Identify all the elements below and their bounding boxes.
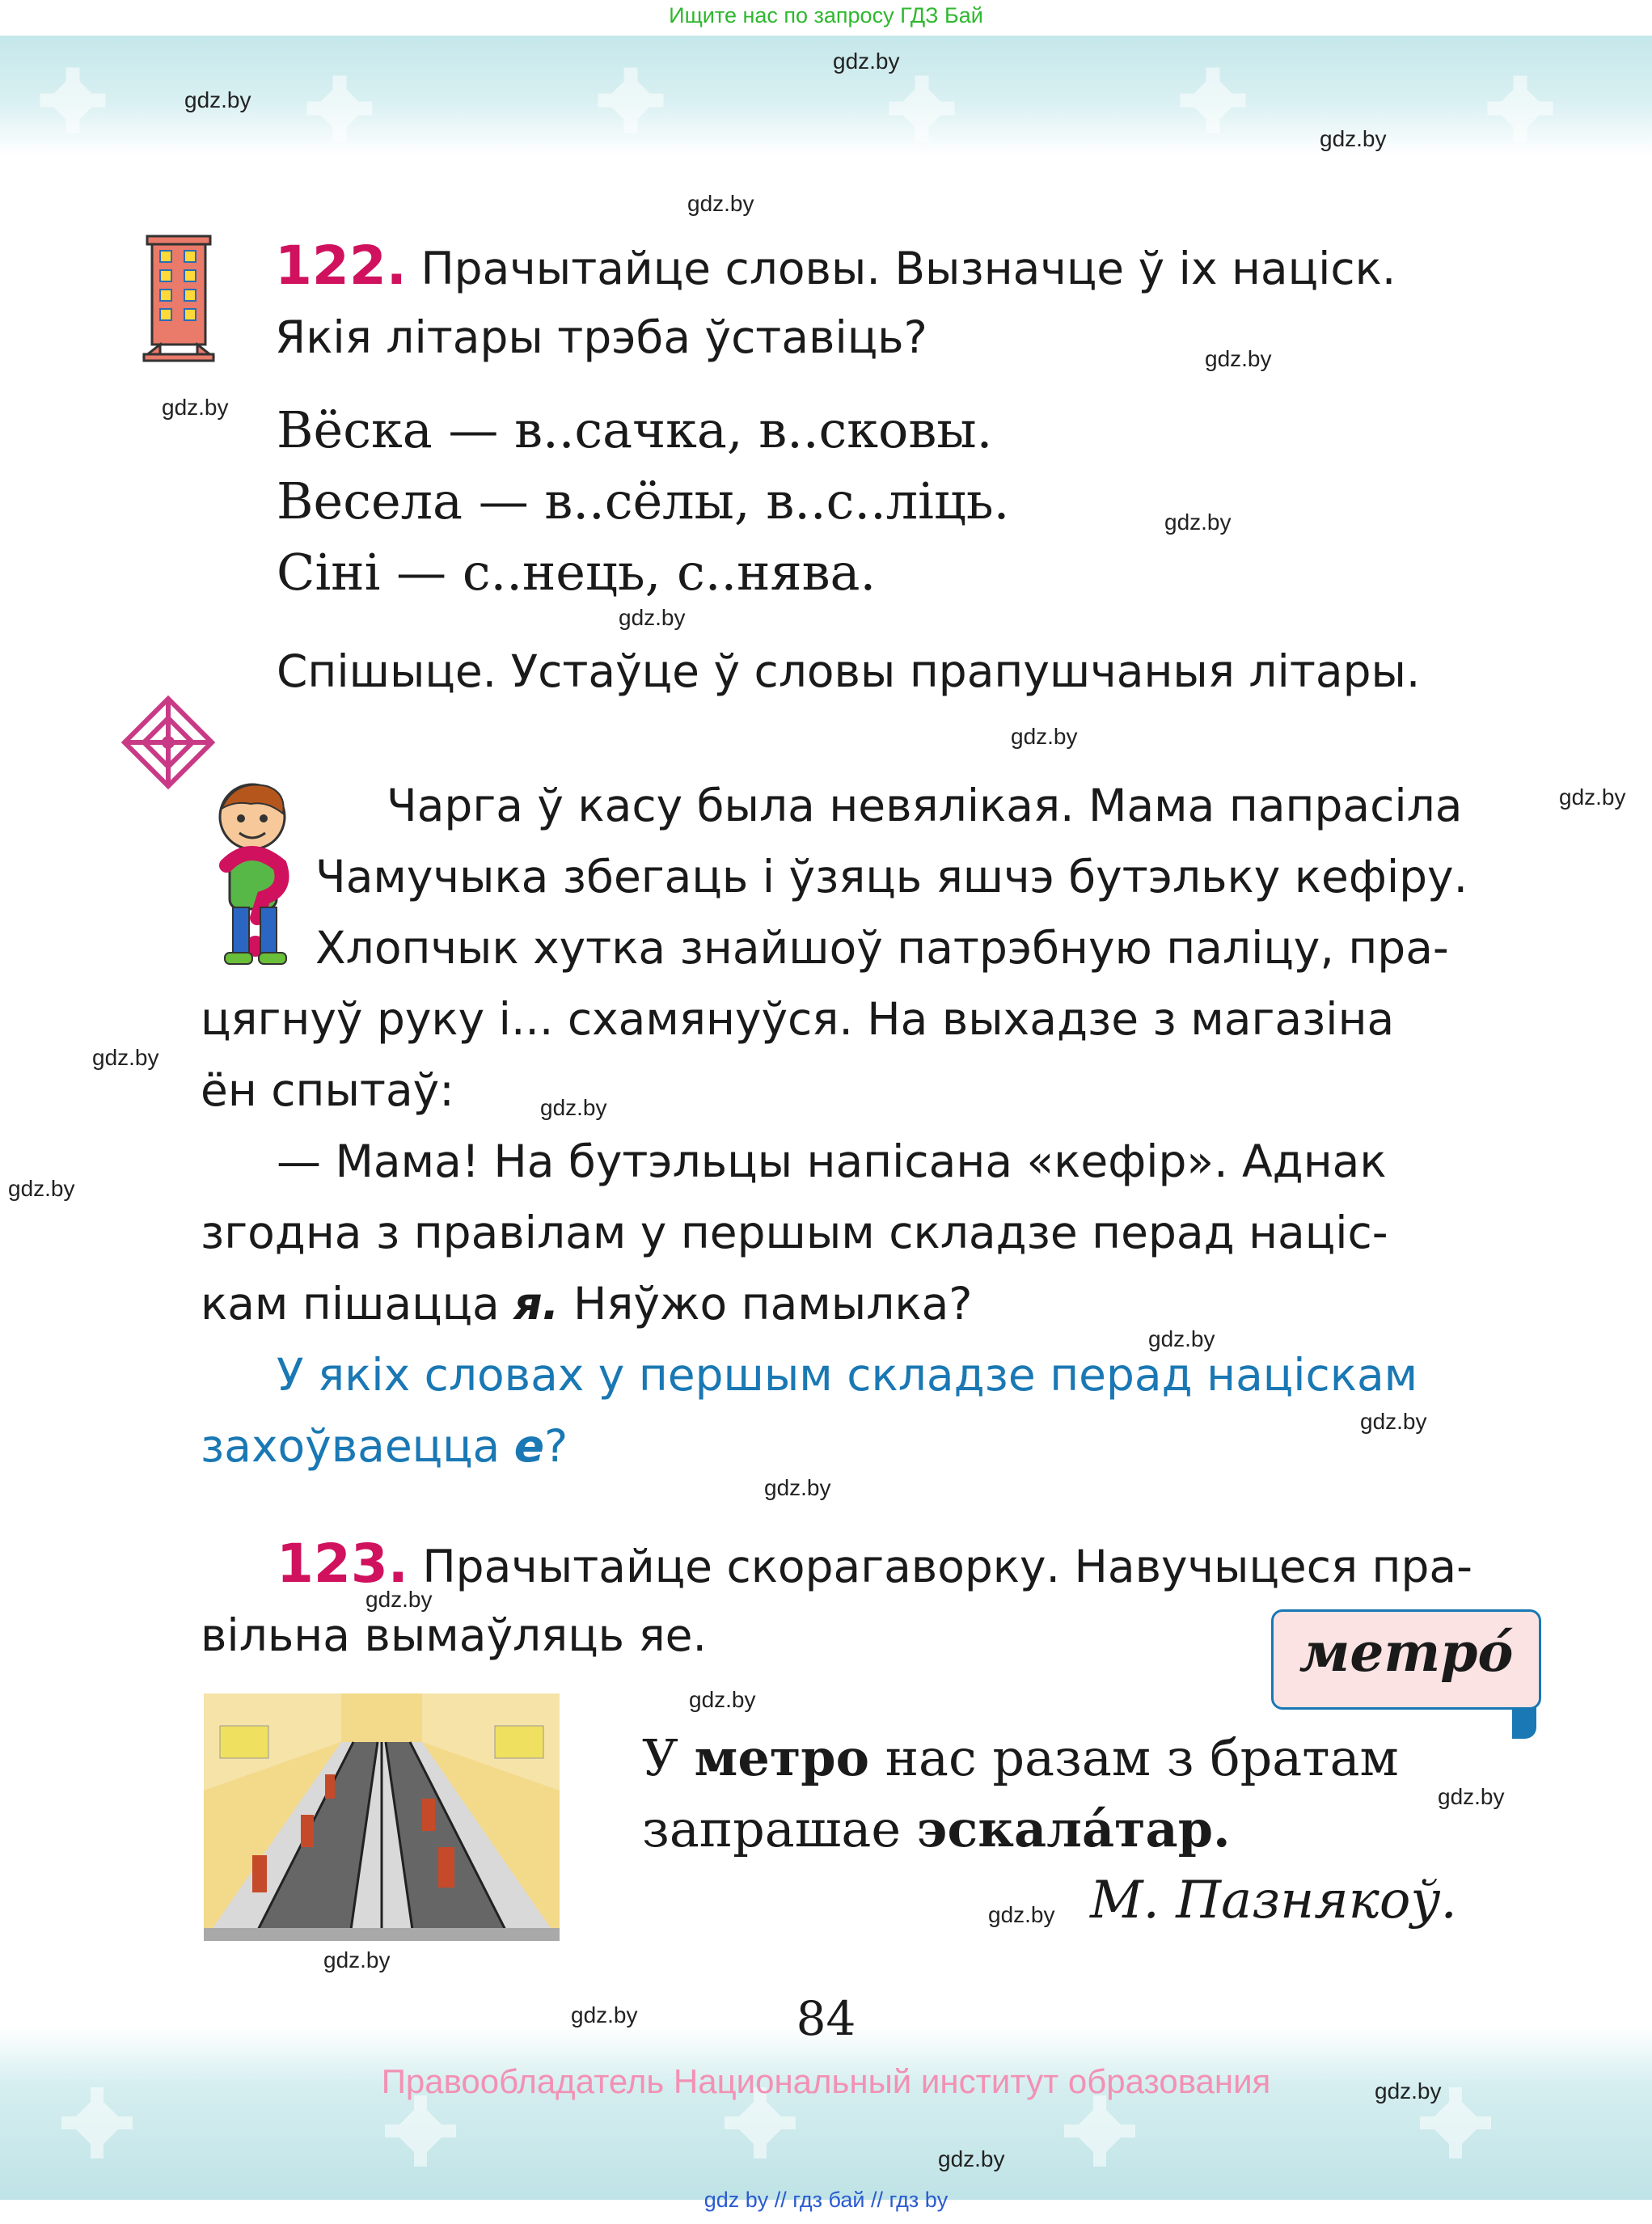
task-text: Спішыце. Устаўце ў словы прапушчаныя літары. <box>277 645 1421 697</box>
story-line-end: Няўжо памылка? <box>572 1278 973 1330</box>
watermark: gdz.by <box>1164 509 1232 535</box>
question-line-1: У якіх словах у першым складзе перад націскам <box>277 1349 1418 1401</box>
watermark: gdz.by <box>162 395 229 420</box>
watermark: gdz.by <box>540 1095 607 1120</box>
story-last-line <box>201 1268 972 1339</box>
snowflake-pattern-icon <box>0 2026 1652 2200</box>
watermark: gdz.by <box>764 1475 831 1500</box>
escalator-image <box>204 1693 560 1941</box>
watermark: gdz.by <box>1375 2078 1442 2103</box>
watermark: gdz.by <box>1360 1409 1427 1434</box>
watermark: gdz.by <box>1559 784 1626 810</box>
story-line-text: кам пішацца <box>201 1278 500 1330</box>
watermark: gdz.by <box>689 1687 756 1712</box>
top-search-note[interactable]: Ищите нас по запросу ГДЗ Бай <box>669 3 983 27</box>
story-line: цягнуў руку і... схамянуўся. На выхадзе з магазіна <box>201 993 1395 1045</box>
watermark: gdz.by <box>323 1947 391 1972</box>
watermark: gdz.by <box>1148 1326 1215 1351</box>
exercise-122-heading <box>275 230 1512 304</box>
story-line: Хлопчык хутка знайшоў патрэбную паліцу, пра- <box>315 922 1449 974</box>
story-line: Чарга ў касу была невялікая. Мама папрасіла <box>387 780 1463 831</box>
watermark: gdz.by <box>938 2146 1005 2171</box>
page-number: 84 <box>796 1991 856 2046</box>
story-line: ён спытаў: <box>201 1064 454 1116</box>
bottom-decorative-band <box>0 2026 1652 2200</box>
watermark: gdz.by <box>687 191 754 216</box>
question-bold-letter: е <box>513 1420 545 1472</box>
poem-text: запрашае <box>642 1799 902 1858</box>
boy-question-icon <box>202 776 307 970</box>
poem-line-2 <box>642 1794 1231 1865</box>
watermark: gdz.by <box>8 1176 75 1201</box>
word-line: Весела — в..сёлы, в..с..ліць. <box>277 471 1010 531</box>
watermark: gdz.by <box>1011 724 1078 749</box>
poem-line-1 <box>642 1723 1399 1794</box>
exercise-123-heading <box>277 1528 1522 1602</box>
question-line-2 <box>201 1410 568 1482</box>
watermark: gdz.by <box>619 605 686 630</box>
poem-text: нас разам з братам <box>885 1728 1399 1787</box>
exercise-instruction: Прачытайце словы. Вызначце ў іх націск. <box>420 243 1396 294</box>
question-text: захоўваецца <box>201 1420 501 1472</box>
watermark: gdz.by <box>988 1902 1055 1927</box>
watermark: gdz.by <box>833 49 900 74</box>
poem-bold-word: метро <box>694 1728 869 1787</box>
copyright-note: Правообладатель Национальный институт образования <box>381 2062 1271 2100</box>
story-line: згодна з правілам у першым складзе перад націс- <box>201 1207 1388 1258</box>
watermark: gdz.by <box>365 1587 433 1612</box>
watermark: gdz.by <box>1205 346 1272 371</box>
story-bold-letter: я. <box>513 1278 560 1330</box>
word-line: Сіні — с..нець, с..нява. <box>277 543 877 602</box>
footer-links[interactable]: gdz by // гдз бай // гдз by <box>703 2188 949 2212</box>
question-mark: ? <box>544 1420 568 1472</box>
story-line: Чамучыка збегаць і ўзяць яшчэ бутэльку кефіру. <box>315 851 1468 903</box>
watermark: gdz.by <box>1438 1784 1505 1809</box>
watermark: gdz.by <box>571 2002 638 2027</box>
watermark: gdz.by <box>184 87 251 112</box>
poem-text: У <box>642 1728 678 1787</box>
exercise-number: 122. <box>275 235 407 297</box>
watermark: gdz.by <box>1320 126 1387 151</box>
exercise-number: 123. <box>277 1533 408 1595</box>
story-line: — Мама! На бутэльцы напісана «кефір». Аднак <box>277 1135 1387 1187</box>
poem-bold-word: эскала́тар. <box>916 1799 1231 1858</box>
exercise-instruction-line-2: вільна вымаўляць яе. <box>201 1609 707 1661</box>
vocabulary-word: метро́ <box>1299 1621 1514 1684</box>
exercise-instruction: Прачытайце скорагаворку. Навучыцеся пра- <box>422 1541 1472 1592</box>
exercise-instruction-line-2: Якія літары трэба ўставіць? <box>275 311 927 363</box>
word-line: Вёска — в..сачка, в..сковы. <box>277 400 993 459</box>
building-icon <box>142 235 215 364</box>
watermark: gdz.by <box>92 1045 159 1070</box>
poem-author: М. Пазнякоў. <box>1090 1871 1457 1930</box>
